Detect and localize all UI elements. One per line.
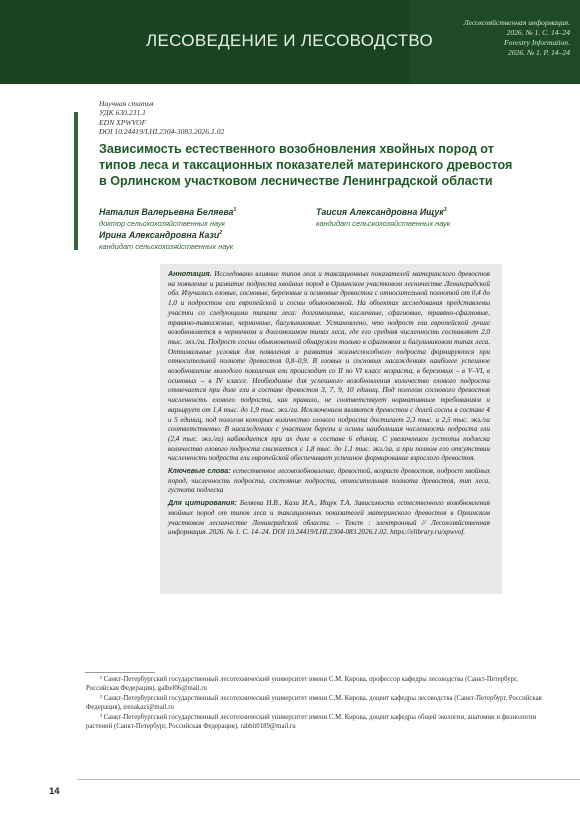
author-3-name: Ирина Александровна Кази <box>99 230 220 240</box>
author-2 <box>316 207 447 217</box>
journal-ru-line1: Лесохозяйственная информация. <box>463 18 570 27</box>
abstract-section <box>168 270 490 541</box>
author-2-name: Таисия Александровна Ищук <box>316 207 444 217</box>
footnote-3: ³ Санкт-Петербургский государственный лесотехнический университет имени С.М. Кирова, доцент кафедры общей экологии, анатомии и физиологии растений (Санкт-Петербург, Российская Федерация), rabbit0189@mail.ru <box>86 713 537 730</box>
author-1-sup: 1 <box>233 207 237 214</box>
keywords-text: естественное лесовозобновление, древостой, возраст древостоя, подрост хвойных пород, численность подроста, состояние подроста, относительная полнота древостоя, тип леса, густота подлеска <box>168 467 490 495</box>
journal-ru-line2: 2026. № 1. С. 14–24 <box>506 28 570 37</box>
citation-paragraph <box>168 499 490 538</box>
doi: DOI 10.24419/LHI.2304-3083.2026.1.02 <box>99 126 225 136</box>
author-1 <box>99 207 236 217</box>
journal-en-line2: 2026. № 1. P. 14–24 <box>507 48 570 57</box>
article-meta <box>99 99 224 136</box>
journal-en-line1: Forestry Information. <box>504 38 570 47</box>
author-3 <box>99 230 222 240</box>
udk: УДК 630.231.1 <box>99 108 146 118</box>
footnote-divider <box>85 672 155 673</box>
section-title: ЛЕСОВЕДЕНИЕ И ЛЕСОВОДСТВО <box>146 31 434 50</box>
author-2-sup: 3 <box>443 207 447 214</box>
abstract-label: Аннотация. <box>168 270 212 278</box>
article-title: Зависимость естественного возобновления хвойных пород от типов леса и таксационных показателей материнского древостоя в Орлинском участковом лесничестве Ленинградской области <box>99 142 513 188</box>
page-number: 14 <box>49 786 60 797</box>
footnote-1: ¹ Санкт-Петербургский государственный лесотехнический университет имени С.М. Кирова, профессор кафедры лесоводства (Санкт-Петербург, Российская Федерация), galbel06@mail.ru <box>86 676 518 692</box>
edn: EDN XPWVOF <box>99 117 147 127</box>
abstract-text: Исследовано влияние типов леса и таксационных показателей материнского древостоя на появление и развитие подроста хвойных пород в Орлинском участковом лесничестве Ленинградской обл. Изучались еловые, сосновые, березовые и осиновые древостои с относительной полнотой от 0,4 до 1,0 и подростом ели европейской и сосны обыкновенной. На объектах исследования представлены участки со следующими типами леса: долгомошные, кисличные, сфагновые, травяно-сфагновые, травяно-таволжные, черничные, багульниковые. Установлено, что подрост ели европейской лучше возобновляется в черничном и долгомошном типах леса, где его средняя численность составляет 2,0 тыс. экз./га. Подрост сосны обыкновенной обнаружен только в сфагновом и багульниковом типах леса. Оптимальные условия для появления и развития жизнеспособного подроста формируются при относительной полноте древостоя 0,8–0,9. В еловых и сосновых насаждениях наиболее успешное возобновление молодого поколения ели происходит со II по VI класс возраста, в березовых – в V–VI, в осиновых – в IV классе. Необходимое для успешного возобновления количество елового подроста отмечается при доле ели в составе древостоя 3, 7, 9, 10 единиц. Под пологом соснового древостоя численность елового подроста, как правило, не соответствует нормативным требованиям и варьирует от 1,4 тыс. до 1,9 тыс. экз./га. Исключением являются древостои с долей сосны в составе 4 и 5 единиц, под пологом которых количество елового подроста достигает 2,3 тыс. и 2,5 тыс. экз./га соответственно. В насаждениях с участием березы и осины наибольшая численность подроста ели (2,4 тыс. экз./га) наблюдается при их доле в составе 6 единиц. С увеличением густоты подлеска количество елового подроста снижается с 1,8 тыс. до 1,1 тыс. экз./га, а при полном его отсутствии численность подроста ели европейской обеспечивает успешное формирование взрослого древостоя. <box>168 270 490 463</box>
keywords-paragraph <box>168 467 490 496</box>
author-2-degree: кандидат сельскохозяйственных наук <box>316 219 451 228</box>
author-3-sup: 2 <box>219 230 222 237</box>
citation-text: Беляева Н.В., Кази И.А., Ищук Т.А. Зависимость естественного возобновления хвойных пород от типов леса и таксационных показателей материнского древостоя в Орлинском участковом лесничестве Ленинградской области. – Текст : электронный // Лесохозяйственная информация. 2026. № 1. С. 14–24. DOI 10.24419/LHI.2304-083.2026.1.02. https://elibrary.ru/xpwvof. <box>168 499 490 537</box>
author-1-degree: доктор сельскохозяйственных наук <box>99 219 226 228</box>
journal-info <box>405 18 570 58</box>
article-type: Научная статья <box>99 99 154 108</box>
citation-label: Для цитирования: <box>168 499 237 508</box>
title-accent-bar <box>74 112 78 250</box>
author-1-name: Наталия Валерьевна Беляева <box>99 207 234 217</box>
footnote-2: ² Санкт-Петербургский государственный лесотехнический университет имени С.М. Кирова, доцент кафедры лесоводства (Санкт-Петербург, Российская Федерация), irenakazi@mail.ru <box>86 694 542 711</box>
abstract-paragraph <box>168 270 490 464</box>
bottom-divider <box>77 779 580 780</box>
author-3-degree: кандидат сельскохозяйственных наук <box>99 242 234 251</box>
footnotes <box>86 676 552 732</box>
keywords-label: Ключевые слова: <box>168 467 231 476</box>
